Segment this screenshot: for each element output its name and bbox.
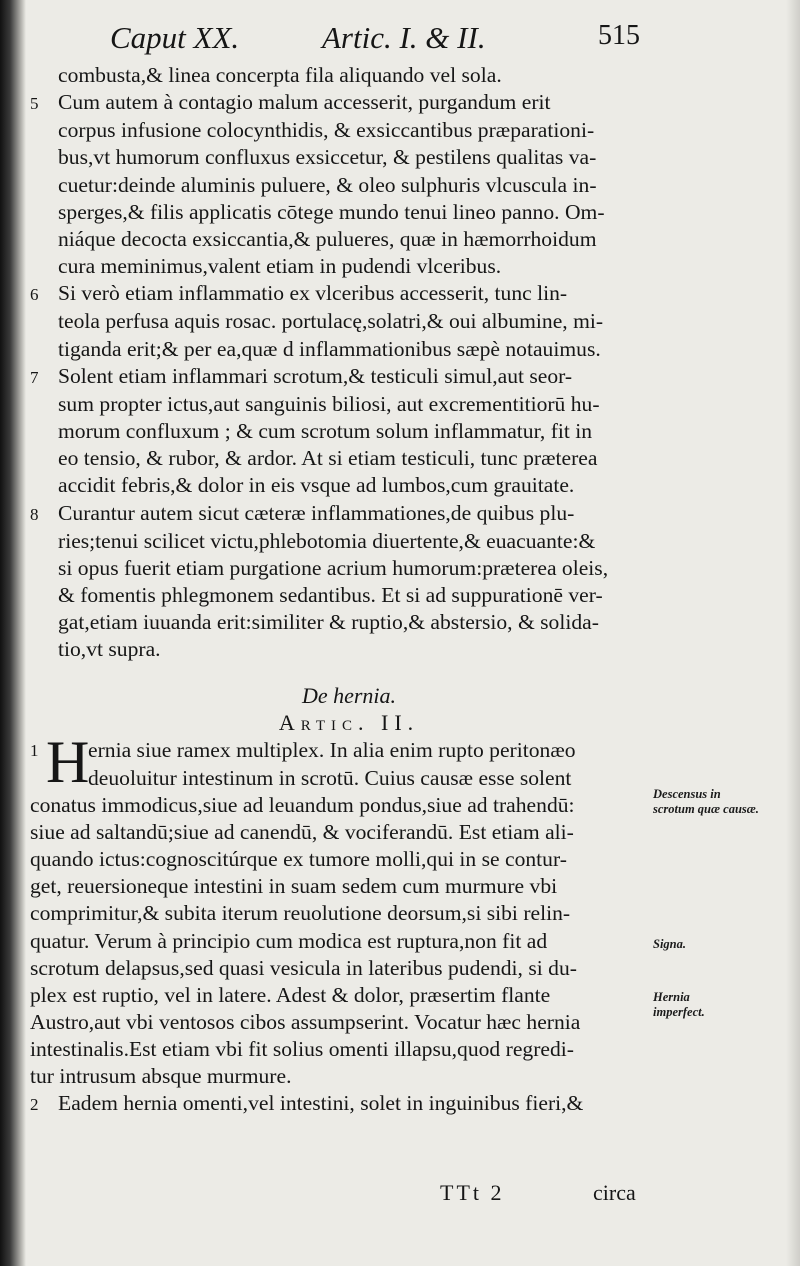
text-line bbox=[30, 391, 658, 418]
text-line bbox=[30, 336, 658, 363]
line-text: morum confluxum ; & cum scrotum solum inflammatur, fit in bbox=[58, 419, 593, 444]
line-text: corpus infusione colocynthidis, & exsiccantibus præparationi- bbox=[58, 118, 595, 143]
paragraph-number: 7 bbox=[30, 367, 39, 387]
line-text: niáque decocta exsiccantia,& pulueres, quæ in hæmorrhoidum bbox=[58, 226, 597, 251]
page-gutter-shadow bbox=[0, 0, 26, 1266]
page-number: 515 bbox=[598, 20, 640, 51]
text-line bbox=[30, 172, 658, 199]
marginal-note-causes: Descensus in scrotum quæ causæ. bbox=[653, 787, 759, 816]
text-line bbox=[30, 117, 658, 144]
text-line bbox=[30, 582, 658, 609]
line-text: tio,vt supra. bbox=[58, 637, 161, 662]
text-line bbox=[30, 609, 658, 636]
text-line: deuoluitur intestinum in scrotū. Cuius causæ esse solent bbox=[88, 765, 572, 790]
paragraph-number: 5 bbox=[30, 94, 39, 114]
line-text: Si verò etiam inflammatio ex vlceribus accesserit, tunc lin- bbox=[58, 281, 568, 306]
paragraph-number: 1 bbox=[30, 741, 39, 761]
text-line bbox=[30, 555, 658, 582]
text-line: Austro,aut vbi ventosos cibos assumpserint. Vocatur hæc hernia bbox=[30, 1010, 581, 1034]
text-line bbox=[30, 472, 658, 499]
text-line: tur intrusum absque murmure. bbox=[30, 1064, 292, 1089]
line-text: & fomentis phlegmonem sedantibus. Et si ad suppurationē ver- bbox=[58, 582, 603, 607]
marginal-note-imperfect: Hernia imperfect. bbox=[653, 990, 705, 1019]
text-line bbox=[30, 363, 658, 391]
section-subtitle bbox=[30, 709, 658, 737]
text-line: quando ictus:cognoscitúrque ex tumore molli,qui in se contur- bbox=[30, 847, 567, 872]
text-line bbox=[30, 62, 658, 89]
page-footer bbox=[440, 1180, 660, 1212]
running-header bbox=[110, 14, 670, 64]
line-text: Eadem hernia omenti,vel intestini, solet in inguinibus fieri,& bbox=[58, 1091, 584, 1116]
marginal-note-signs: Signa. bbox=[653, 937, 687, 951]
text-line bbox=[30, 1090, 658, 1118]
article-one-text bbox=[30, 62, 658, 663]
line-text: combusta,& linea concerpta fila aliquando vel sola. bbox=[58, 63, 502, 87]
text-line: ernia siue ramex multiplex. In alia enim rupto peritonæo bbox=[88, 738, 576, 763]
line-text: si opus fuerit etiam purgatione acrium humorum:præterea oleis, bbox=[58, 555, 609, 580]
line-text: sperges,& filis applicatis cōtege mundo tenui lineo panno. Om- bbox=[58, 199, 605, 224]
section-title: De hernia. bbox=[301, 683, 397, 709]
header-article: Artic. I. & II. bbox=[322, 20, 486, 55]
text-line bbox=[30, 500, 658, 528]
line-text: accidit febris,& dolor in eis vsque ad lumbos,cum grauitate. bbox=[58, 473, 575, 498]
line-text: ries;tenui scilicet victu,phlebotomia diuertente,& euacuante:& bbox=[58, 528, 596, 553]
paragraph-number: 8 bbox=[30, 504, 39, 524]
text-line: plex est ruptio, vel in latere. Adest & dolor, præsertim flante bbox=[30, 982, 551, 1007]
catchword: circa bbox=[593, 1180, 636, 1205]
text-line: scrotum delapsus,sed quasi vesicula in lateribus pudendi, si du- bbox=[30, 955, 577, 980]
line-text: Cum autem à contagio malum accesserit, purgandum erit bbox=[58, 90, 551, 115]
header-chapter: Caput XX. bbox=[110, 20, 240, 55]
text-line bbox=[30, 636, 658, 663]
line-text: Solent etiam inflammari scrotum,& testiculi simul,aut seor- bbox=[58, 363, 573, 388]
line-text: cura meminimus,valent etiam in pudendi vlceribus. bbox=[58, 254, 502, 279]
paragraph-number: 2 bbox=[30, 1095, 39, 1115]
line-text: gat,etiam iuuanda erit:similiter & ruptio,& abstersio, & solida- bbox=[58, 610, 599, 635]
page-edge bbox=[786, 0, 800, 1266]
text-line bbox=[30, 144, 658, 171]
text-line bbox=[30, 253, 658, 280]
line-text: tiganda erit;& per ea,quæ d inflammationibus sæpè notauimus. bbox=[58, 336, 601, 361]
signature-mark: TTt 2 bbox=[440, 1180, 505, 1205]
article-two-text bbox=[30, 729, 658, 1090]
drop-cap: H bbox=[46, 729, 90, 796]
line-text: cuetur:deinde aluminis puluere, & oleo sulphuris vlcuscula in- bbox=[58, 172, 597, 197]
text-line: conatus immodicus,siue ad leuandum pondus,siue ad trahendū: bbox=[30, 792, 575, 817]
line-text: bus,vt humorum confluxus exsiccetur, & pestilens qualitas va- bbox=[58, 145, 597, 170]
text-line bbox=[30, 418, 658, 445]
line-text: Curantur autem sicut cæteræ inflammationes,de quibus plu- bbox=[58, 500, 575, 525]
text-line bbox=[30, 308, 658, 335]
main-text bbox=[30, 62, 658, 1119]
text-line: siue ad saltandū;siue ad canendū, & vociferandū. Est etiam ali- bbox=[30, 819, 574, 844]
section-subtitle-text: Artic. II. bbox=[278, 710, 420, 736]
text-line bbox=[30, 199, 658, 226]
text-line bbox=[30, 89, 658, 117]
paragraph-number: 6 bbox=[30, 285, 39, 305]
text-line bbox=[30, 226, 658, 253]
text-line bbox=[30, 528, 658, 555]
text-line: get, reuersioneque intestini in suam sedem cum murmure vbi bbox=[30, 874, 558, 899]
text-line: comprimitur,& subita iterum reuolutione deorsum,si sibi relin- bbox=[30, 901, 571, 926]
text-line bbox=[30, 445, 658, 472]
text-line bbox=[30, 280, 658, 308]
text-line: intestinalis.Est etiam vbi fit solius omenti illapsu,quod regredi- bbox=[30, 1037, 574, 1062]
line-text: eo tensio, & rubor, & ardor. At si etiam testiculi, tunc præterea bbox=[58, 446, 598, 471]
line-text: teola perfusa aquis rosac. portulacę,solatri,& oui albumine, mi- bbox=[58, 309, 604, 334]
text-line: quatur. Verum à principio cum modica est ruptura,non fit ad bbox=[30, 928, 548, 953]
line-text: sum propter ictus,aut sanguinis biliosi, aut excrementitiorū hu- bbox=[58, 391, 600, 416]
